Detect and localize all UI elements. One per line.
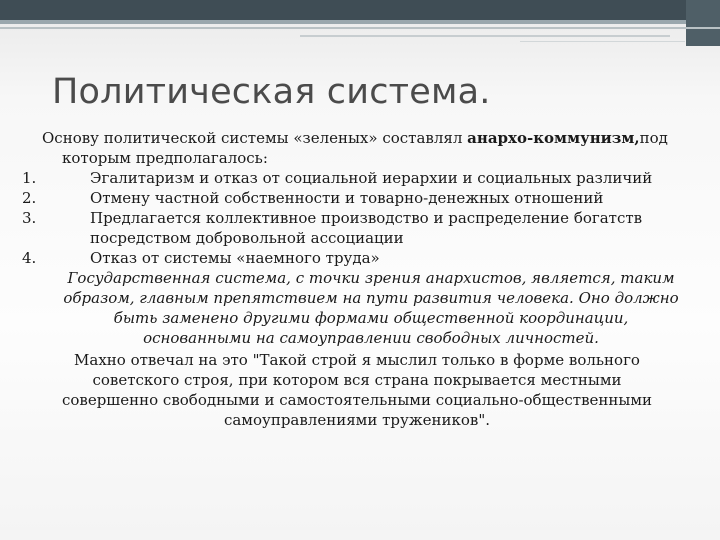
list-item	[20, 208, 700, 248]
decor-line	[520, 41, 685, 42]
list-item-text: Эгалитаризм и отказ от социальной иерархии и социальных различий	[90, 169, 653, 187]
intro-paragraph	[20, 128, 700, 168]
header-bar	[0, 0, 720, 20]
intro-text: Основу политической системы «зеленых» составлял	[42, 129, 468, 147]
intro-bold-term: анархо-коммунизм,	[467, 129, 640, 147]
quote-paragraph: Махно отвечал на это "Такой строй я мыслил только в форме вольного советского строя, при котором вся страна покрывается местными совершенно свободными и самостоятельными социально-общественными самоуправлениями тружеников".	[61, 351, 653, 429]
list-number: 4.	[22, 249, 37, 267]
list-item-text: Предлагается коллективное производство и распределение богатств посредством добровольной ассоциации	[90, 209, 643, 247]
list-number: 3.	[22, 209, 37, 227]
corner-tab	[686, 0, 720, 46]
intro-text-end: под которым предполагалось:	[62, 129, 668, 167]
list-number: 1.	[22, 169, 37, 187]
list-item-text: Отказ от системы «наемного труда»	[90, 249, 380, 267]
list-item	[20, 188, 700, 208]
slide-title: Политическая система.	[52, 72, 491, 112]
list-item-text: Отмену частной собственности и товарно-денежных отношений	[90, 189, 604, 207]
slide-body	[20, 128, 700, 430]
italic-paragraph: Государственная система, с точки зрения анархистов, является, таким образом, главным препятствием на пути развития человека. Оно должно быть заменено другими формами общественной координации, основанными на самоуправлении свободных личностей.	[63, 269, 679, 347]
list-item	[20, 248, 700, 268]
list-item	[20, 168, 700, 188]
header-accent-line	[0, 20, 720, 24]
decor-line	[300, 35, 670, 37]
decor-line	[0, 27, 720, 29]
list-number: 2.	[22, 189, 37, 207]
